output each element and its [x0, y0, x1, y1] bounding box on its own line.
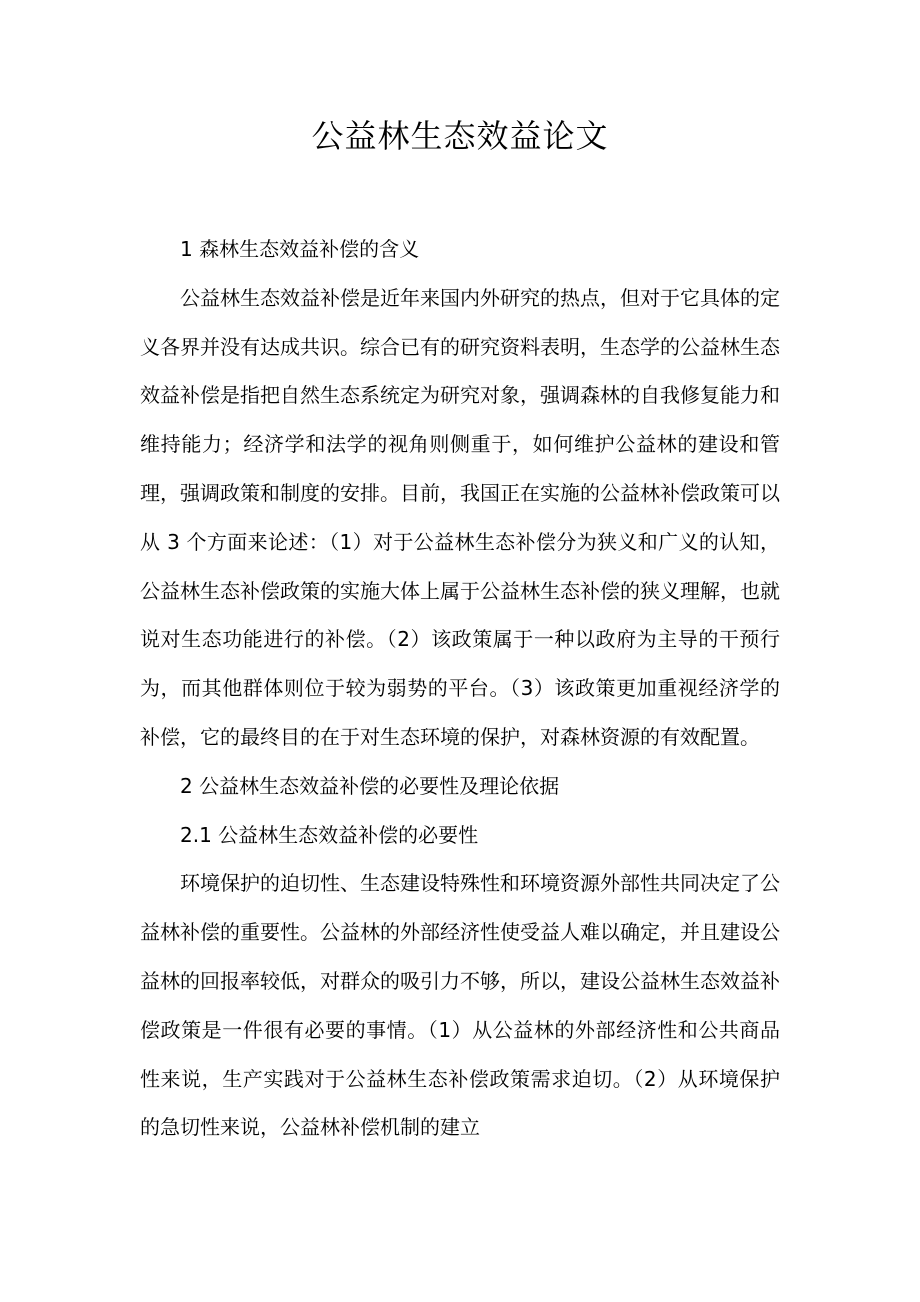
document-title: 公益林生态效益论文 — [311, 117, 609, 155]
paragraph-definition: 公益林生态效益补偿是近年来国内外研究的热点，但对于它具体的定义各界并没有达成共识。综合已有的研究资料表明，生态学的公益林生态效益补偿是指把自然生态系统定为研究对象，强调森林的自我修复能力和维持能力；经济学和法学的视角则侧重于，如何维护公益林的建设和管理，强调政策和制度的安排。目前，我国正在实施的公益林补偿政策可以从 3 个方面来论述：（1）对于公益林生态补偿分为狭义和广义的认知，公益林生态补偿政策的实施大体上属于公益林生态补偿的狭义理解，也就说对生态功能进行的补偿。（2）该政策属于一种以政府为主导的干预行为，而其他群体则位于较为弱势的平台。（3）该政策更加重视经济学的补偿，它的最终目的在于对生态环境的保护，对森林资源的有效配置。 — [140, 285, 780, 749]
section-heading-2: 2 公益林生态效益补偿的必要性及理论依据 — [180, 773, 560, 798]
document-body — [140, 225, 780, 1152]
subsection-heading-2-1: 2.1 公益林生态效益补偿的必要性 — [180, 822, 479, 847]
paragraph-necessity: 环境保护的迫切性、生态建设特殊性和环境资源外部性共同决定了公益林补偿的重要性。公益林的外部经济性使受益人难以确定，并且建设公益林的回报率较低，对群众的吸引力不够，所以，建设公益林生态效益补偿政策是一件很有必要的事情。（1）从公益林的外部经济性和公共商品性来说，生产实践对于公益林生态补偿政策需求迫切。（2）从环境保护的急切性来说，公益林补偿机制的建立 — [140, 871, 780, 1140]
section-heading-1: 1 森林生态效益补偿的含义 — [180, 237, 420, 261]
